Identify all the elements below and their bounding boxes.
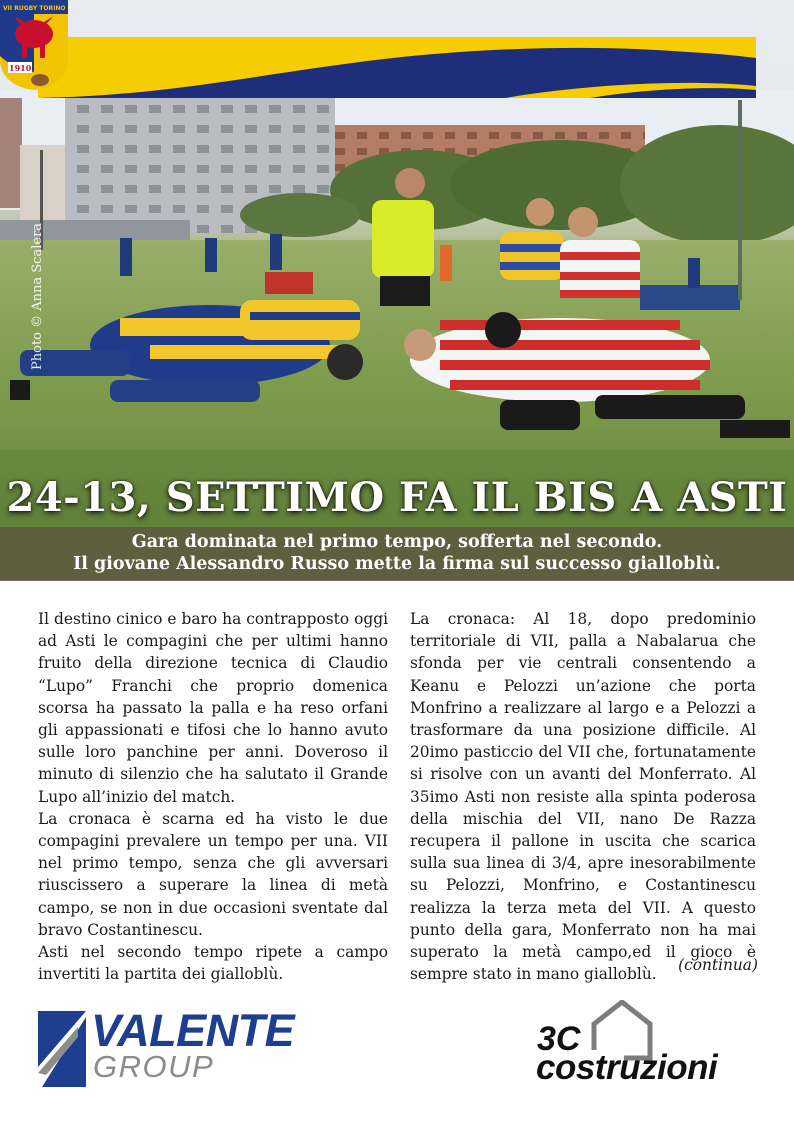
valente-name: VALENTE bbox=[91, 1005, 295, 1056]
3c-mark: 3C bbox=[537, 1020, 581, 1058]
article-paragraph: Asti nel secondo tempo ripete a campo invertiti la partita dei gialloblù. bbox=[38, 943, 388, 984]
sponsor-valente-group bbox=[38, 1005, 318, 1088]
costruzioni-word: costruzioni bbox=[536, 1048, 718, 1087]
article-paragraph: Il destino cinico e baro ha contrapposto oggi ad Asti le compagini che per ultimi hanno fruito della direzione tecnica di Claudio “Lupo” Franchi che proprio domenica scorsa ha passato la palla e ha reso orfani gli appassionati e tifosi che lo hanno avuto sulle loro panchine per anni. Doveroso il minuto di silenzio che ha salutato il Grande Lupo all’inizio del match. bbox=[38, 610, 388, 806]
photo-credit: Photo © Anna Scalera bbox=[30, 222, 45, 370]
logo-year: 1910 bbox=[9, 63, 32, 73]
headline: 24-13, SETTIMO FA IL BIS A ASTI bbox=[6, 474, 788, 521]
article-column-right bbox=[410, 608, 756, 985]
section-label: Primo VII bbox=[629, 58, 738, 82]
header-band bbox=[0, 0, 794, 100]
article-paragraph: La cronaca è scarna ed ha visto le due compagini prevalere un tempo per una. VII nel primo tempo, senza che gli avversari riuscissero a superare la linea di metà campo, se non in due occasioni sventate dal bravo Costantinescu. bbox=[38, 809, 388, 939]
continued-note: (continua) bbox=[678, 956, 758, 974]
valente-logo-mark-icon bbox=[38, 1011, 88, 1087]
subheadline-line-1: Gara dominata nel primo tempo, sofferta nel secondo. bbox=[131, 532, 663, 552]
subheadline-line-2: Il giovane Alessandro Russo mette la firma sul successo gialloblù. bbox=[73, 554, 721, 574]
valente-sub: GROUP bbox=[93, 1049, 215, 1084]
article-paragraph: La cronaca: Al 18, dopo predominio territoriale di VII, palla a Nabalarua che sfonda per vie centrali consentendo a Keanu e Pelozzi un’azione che porta Monfrino a realizzare al largo e a Pelozzi a trasformare da una posizione difficile. Al 20imo pasticcio del VII che, fortunatamente si risolve con un avanti del Monferrato. Al 35imo Asti non resiste alla spinta poderosa della mischia del VII, nano De Razza recupera il pallone in uscita che scarica sulla sua linea di 3/4, apre inesorabilmente su Pelozzi, Monfrino, e Costantinescu realizza la terza meta del VII. A questo punto della gara, Monferrato non ha mai superato la metà campo,ed il gioco è sempre stato in mano gialloblù. bbox=[410, 610, 756, 984]
sponsor-3c-costruzioni bbox=[532, 1000, 758, 1092]
logo-top-text: VII RUGBY TORINO bbox=[3, 5, 66, 12]
club-logo bbox=[0, 0, 68, 90]
article-column-left bbox=[38, 608, 388, 985]
